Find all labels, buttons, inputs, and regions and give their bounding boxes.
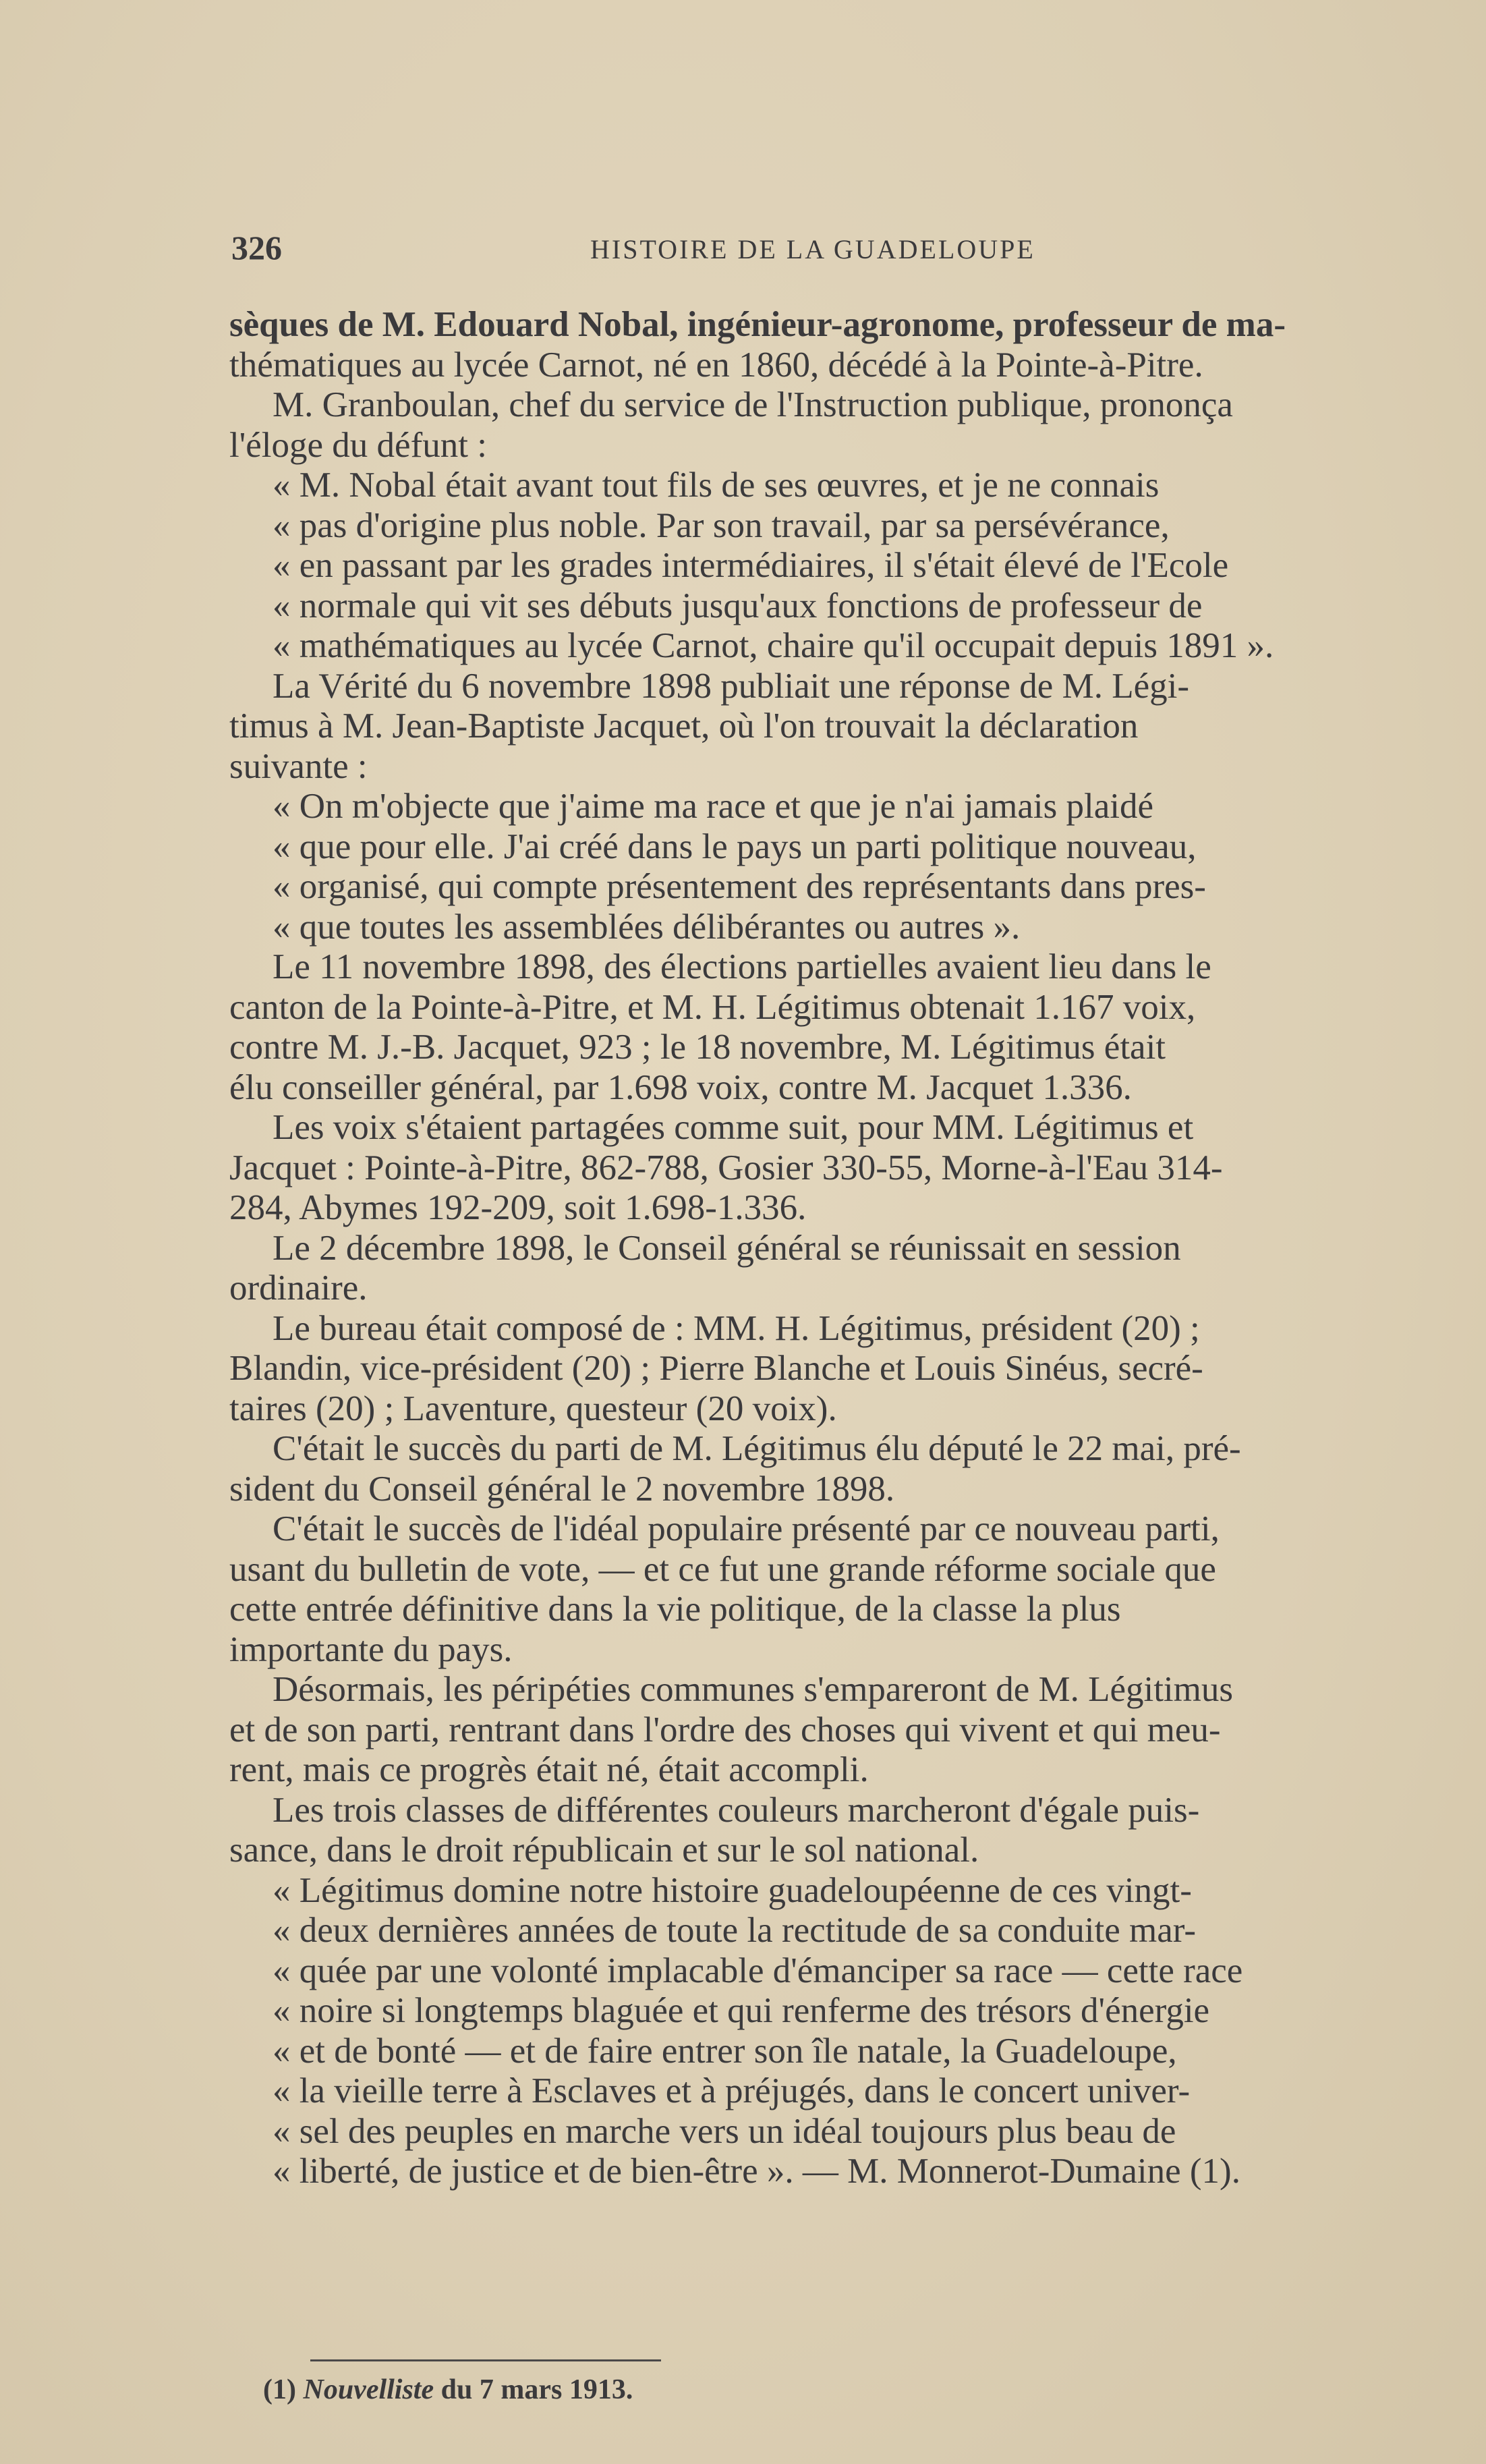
text-line: « organisé, qui compte présentement des représentants dans pres- — [273, 867, 1206, 906]
text-line: thématiques au lycée Carnot, né en 1860, décédé à la Pointe-à-Pitre. — [229, 345, 1203, 385]
text-line: usant du bulletin de vote, — et ce fut une grande réforme sociale que — [229, 1549, 1216, 1589]
text-line: « sel des peuples en marche vers un idéal toujours plus beau de — [273, 2111, 1176, 2151]
text-line: « la vieille terre à Esclaves et à préjugés, dans le concert univer- — [273, 2071, 1191, 2110]
text-line: M. Granboulan, chef du service de l'Instruction publique, prononça — [273, 385, 1233, 424]
text-line: Désormais, les péripéties communes s'empareront de M. Légitimus — [273, 1670, 1234, 1709]
text-line: « et de bonté — et de faire entrer son île natale, la Guadeloupe, — [273, 2031, 1177, 2071]
text-line: « noire si longtemps blaguée et qui renferme des trésors d'énergie — [273, 1991, 1210, 2030]
text-line: cette entrée définitive dans la vie politique, de la classe la plus — [229, 1590, 1121, 1629]
text-line: canton de la Pointe-à-Pitre, et M. H. Légitimus obtenait 1.167 voix, — [229, 987, 1196, 1027]
text-line: sident du Conseil général le 2 novembre 1898. — [229, 1469, 895, 1509]
text-line: « deux dernières années de toute la rectitude de sa conduite mar- — [273, 1911, 1196, 1950]
footnote-date: du 7 mars 1913. — [440, 2374, 633, 2405]
text-line: « Légitimus domine notre histoire guadeloupéenne de ces vingt- — [273, 1870, 1192, 1910]
page-number: 326 — [231, 229, 282, 267]
text-line: Blandin, vice-président (20) ; Pierre Blanche et Louis Sinéus, secré- — [229, 1349, 1203, 1388]
running-head — [231, 228, 1196, 269]
text-line: « liberté, de justice et de bien-être ». — M. Monnerot-Dumaine (1). — [273, 2152, 1240, 2191]
body-text — [229, 305, 1477, 2192]
text-line: Les trois classes de différentes couleurs marcheront d'égale puis- — [273, 1790, 1200, 1830]
text-line: ordinaire. — [229, 1268, 368, 1308]
text-line: « en passant par les grades intermédiaires, il s'était élevé de l'Ecole — [273, 546, 1229, 585]
text-line: Le 2 décembre 1898, le Conseil général se réunissait en session — [273, 1228, 1181, 1268]
text-line: sance, dans le droit républicain et sur le sol national. — [229, 1830, 979, 1870]
running-title: HISTOIRE DE LA GUADELOUPE — [590, 234, 1035, 264]
text-line: contre M. J.-B. Jacquet, 923 ; le 18 novembre, M. Légitimus était — [229, 1028, 1166, 1067]
text-line: « normale qui vit ses débuts jusqu'aux fonctions de professeur de — [273, 586, 1203, 625]
text-line: « quée par une volonté implacable d'émanciper sa race — cette race — [273, 1951, 1243, 1990]
text-line: « que pour elle. J'ai créé dans le pays un parti politique nouveau, — [273, 827, 1197, 866]
text-line: sèques de M. Edouard Nobal, ingénieur-agronome, professeur de ma- — [229, 305, 1286, 344]
text-line: 284, Abymes 192-209, soit 1.698-1.336. — [229, 1188, 807, 1227]
text-line: C'était le succès de l'idéal populaire présenté par ce nouveau parti, — [273, 1509, 1220, 1548]
text-line: timus à M. Jean-Baptiste Jacquet, où l'on trouvait la déclaration — [229, 706, 1139, 746]
text-line: « pas d'origine plus noble. Par son travail, par sa persévérance, — [273, 505, 1170, 545]
text-line: rent, mais ce progrès était né, était accompli. — [229, 1750, 869, 1789]
footnote — [263, 2374, 633, 2406]
text-line: l'éloge du défunt : — [229, 425, 487, 465]
footnote-marker: (1) — [263, 2374, 296, 2405]
text-line: C'était le succès du parti de M. Légitimus élu député le 22 mai, pré- — [273, 1429, 1241, 1468]
text-line: Jacquet : Pointe-à-Pitre, 862-788, Gosier 330-55, Morne-à-l'Eau 314- — [229, 1148, 1223, 1187]
text-line: Les voix s'étaient partagées comme suit, pour MM. Légitimus et — [273, 1108, 1194, 1147]
text-line: « M. Nobal était avant tout fils de ses œuvres, et je ne connais — [273, 466, 1160, 505]
text-line: La Vérité du 6 novembre 1898 publiait une réponse de M. Légi- — [273, 666, 1189, 706]
footnote-rule — [310, 2359, 661, 2361]
text-line: élu conseiller général, par 1.698 voix, contre M. Jacquet 1.336. — [229, 1067, 1132, 1107]
footnote-publication: Nouvelliste — [303, 2374, 434, 2405]
text-line: « mathématiques au lycée Carnot, chaire qu'il occupait depuis 1891 ». — [273, 626, 1274, 665]
text-line: Le bureau était composé de : MM. H. Légitimus, président (20) ; — [273, 1308, 1200, 1348]
text-line: « On m'objecte que j'aime ma race et que je n'ai jamais plaidé — [273, 787, 1154, 826]
text-line: importante du pays. — [229, 1629, 513, 1669]
text-line: taires (20) ; Laventure, questeur (20 voix). — [229, 1389, 837, 1428]
text-line: « que toutes les assemblées délibérantes ou autres ». — [273, 907, 1021, 947]
text-line: Le 11 novembre 1898, des élections partielles avaient lieu dans le — [273, 947, 1211, 986]
text-line: suivante : — [229, 746, 368, 786]
text-line: et de son parti, rentrant dans l'ordre des choses qui vivent et qui meu- — [229, 1710, 1221, 1749]
